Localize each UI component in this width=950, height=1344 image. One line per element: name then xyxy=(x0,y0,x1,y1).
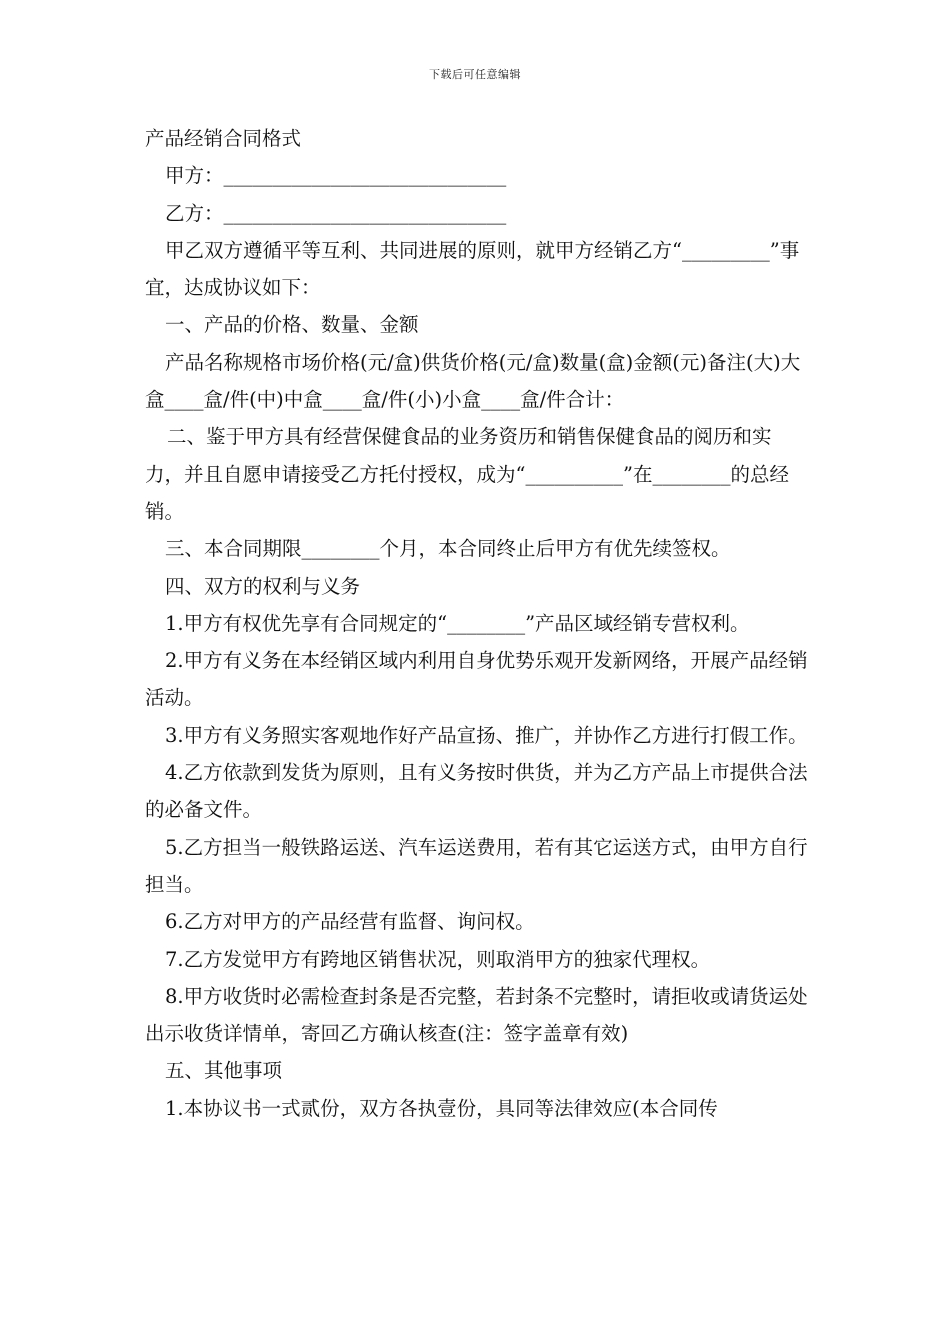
section-1-body: 产品名称规格市场价格(元/盒)供货价格(元/盒)数量(盒)金额(元)备注(大)大盒____盒/件(中)中盒____盒/件(小)小盒____盒/件合计： xyxy=(145,350,801,412)
list-item: 6.乙方对甲方的产品经营有监督、询问权。 xyxy=(165,910,535,934)
section-2-paragraph: 二、鉴于甲方具有经营保健食品的业务资历和销售保健食品的阅历和实力，并且自愿申请接受乙方托付授权，成为“__________”在________的总经销。 xyxy=(145,425,789,523)
list-item: 4.乙方依款到发货为原则，且有义务按时供货，并为乙方产品上市提供合法的必备文件。 xyxy=(145,761,808,822)
document-title: 产品经销合同格式 xyxy=(145,127,302,150)
header-note: 下载后可任意编辑 xyxy=(429,68,521,81)
list-item: 1.本协议书一式贰份，双方各执壹份，具同等法律效应(本合同传 xyxy=(165,1096,718,1120)
list-item: 8.甲方收货时必需检查封条是否完整，若封条不完整时，请拒收或请货运处出示收货详情单，寄回乙方确认核查(注：签字盖章有效) xyxy=(145,984,808,1046)
list-item: 7.乙方发觉甲方有跨地区销售状况，则取消甲方的独家代理权。 xyxy=(165,947,711,971)
list-item: 3.甲方有义务照实客观地作好产品宣扬、推广，并协作乙方进行打假工作。 xyxy=(165,723,808,747)
party-a-line: 甲方：_____________________________ xyxy=(165,164,507,188)
section-1-heading: 一、产品的价格、数量、金额 xyxy=(165,313,419,337)
list-item: 5.乙方担当一般铁路运送、汽车运送费用，若有其它运送方式，由甲方自行担当。 xyxy=(145,835,808,896)
list-item: 2.甲方有义务在本经销区域内利用自身优势乐观开发新网络，开展产品经销活动。 xyxy=(145,649,808,710)
list-item: 1.甲方有权优先享有合同规定的“________”产品区域经销专营权利。 xyxy=(165,611,750,635)
section-5-heading: 五、其他事项 xyxy=(165,1059,283,1083)
section-4-heading: 四、双方的权利与义务 xyxy=(165,574,361,598)
intro-paragraph: 甲乙双方遵循平等互利、共同进展的原则，就甲方经销乙方“_________”事宜，达成协议如下： xyxy=(145,238,800,300)
section-3-paragraph: 三、本合同期限________个月，本合同终止后甲方有优先续签权。 xyxy=(165,537,731,561)
document-body xyxy=(145,120,810,1127)
party-b-line: 乙方：_____________________________ xyxy=(165,201,507,225)
